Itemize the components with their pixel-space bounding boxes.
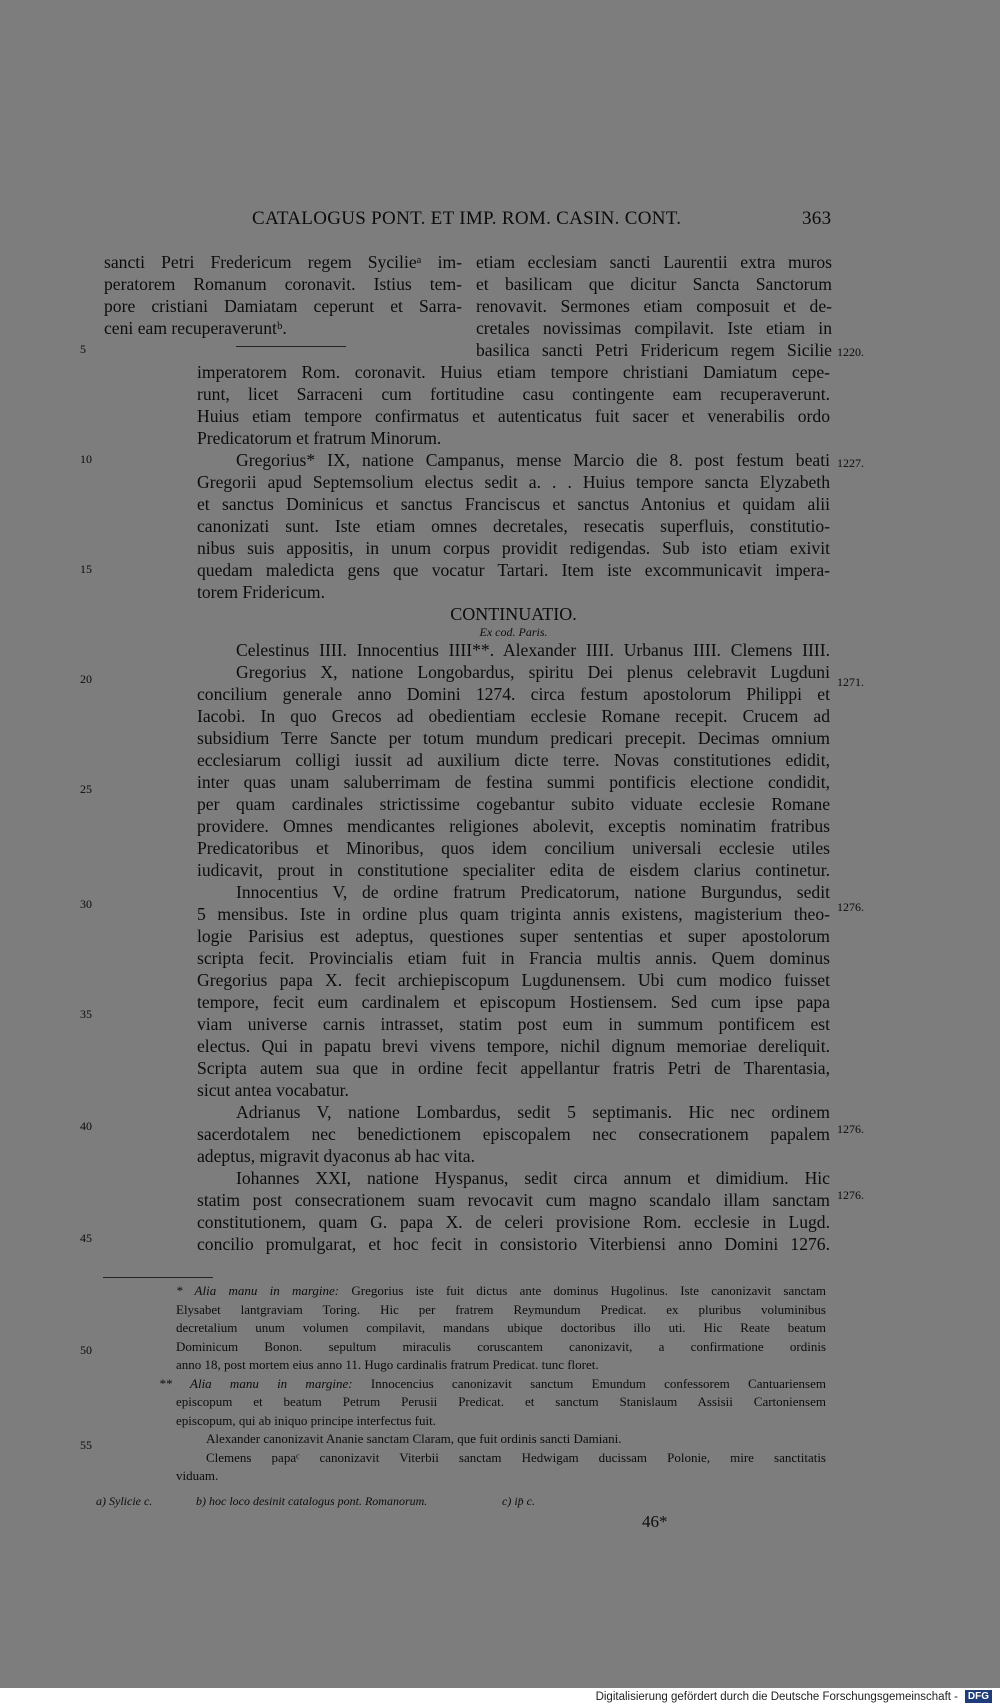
text-line: constitutionem, quam G. papa X. de celeri provisione Rom. ecclesie in Lugd. — [197, 1212, 830, 1232]
column-divider-rule — [236, 346, 346, 347]
text-line: sancti Petri Fredericum regem Sycilieᵃ im- — [104, 252, 462, 272]
line-number: 35 — [80, 1007, 92, 1021]
text-line: logie Parisius est adeptus, questiones super sententias et super apostolorum — [197, 926, 830, 946]
text-line: Gregorius* IX, natione Campanus, mense Marcio die 8. post festum beati — [236, 450, 830, 470]
text-line: quedam maledicta gens que vocatur Tartari. Item iste excommunicavit impera- — [197, 560, 830, 580]
margin-year: 1220. — [837, 345, 864, 359]
footnote-text: episcopum, qui ab iniquo principe interfectus fuit. — [176, 1412, 436, 1428]
text-line: basilica sancti Petri Fridericum regem Sicilie — [476, 340, 832, 360]
text-line: et basilicam que dicitur Sancta Sanctorum — [476, 274, 832, 294]
text-line: inter quas unam saluberrimam de festina summi pontificis electione condidit, — [197, 772, 830, 792]
text-line: Predicatorum et fratrum Minorum. — [197, 428, 442, 448]
text-line: imperatorem Rom. coronavit. Huius etiam tempore christiani Damiatum cepe- — [197, 362, 830, 382]
text-line: scripta fecit. Provincialis etiam fuit in Francia multis annis. Quem dominus — [197, 948, 830, 968]
text-line: canonizati sunt. Iste etiam omnes decretales, resecatis superfluis, constitutio- — [197, 516, 830, 536]
text-line: subsidium Terre Sancte per totum mundum predicari precepit. Decimas omnium — [197, 728, 830, 748]
text-line: Gregorii apud Septemsolium electus sedit a. . . Huius tempore sancta Elyzabeth — [197, 472, 830, 492]
text-line: tempore, fecit eum cardinalem et episcopum Hostiensem. Sed cum ipse papa — [197, 992, 830, 1012]
line-number: 40 — [80, 1119, 92, 1133]
text-line: statim post consecrationem suam revocavit cum magno scandalo illam sanctam — [197, 1190, 830, 1210]
line-number: 10 — [80, 452, 92, 466]
dfg-logo: DFG — [965, 1690, 992, 1703]
line-number: 45 — [80, 1231, 92, 1245]
text-line: providere. Omnes mendicantes religiones abolevit, exceptis nominatim fratribus — [197, 816, 830, 836]
main-text — [197, 361, 830, 1255]
top-right-column — [476, 251, 832, 361]
text-line: etiam ecclesiam sancti Laurentii extra muros — [476, 252, 832, 272]
text-line: 5 mensibus. Iste in ordine plus quam triginta annis existens, magisterium theo- — [197, 904, 830, 924]
text-line: electus. Qui in papatu brevi vivens tempore, nichil dignum memoriae dereliquit. — [197, 1036, 830, 1056]
text-line: concilio promulgarat, et hoc fecit in consistorio Viterbiensi anno Domini 1276. — [197, 1234, 830, 1254]
text-line: Gregorius papa X. fecit archiepiscopum Lugdunensem. Ubi cum modico fuisset — [197, 970, 830, 990]
footnote-text: Alexander canonizavit Ananie sanctam Claram, que fuit ordinis sancti Damiani. — [206, 1431, 622, 1446]
page-number: 363 — [802, 208, 832, 229]
footnote-text: Clemens papaᶜ canonizavit Viterbii sanctam Hedwigam ducissam Polonie, mire sanctitatis — [206, 1449, 826, 1465]
margin-year: 1227. — [837, 456, 864, 470]
line-number: 55 — [80, 1438, 92, 1452]
footnote-rule — [103, 1277, 213, 1278]
section-heading: CONTINUATIO. — [450, 604, 577, 624]
text-line: iudicavit, prout in constitutione specialiter edita de eisdem clarius continetur. — [197, 860, 830, 880]
text-line: Predicatoribus et Minoribus, quos idem concilium universali ecclesie utiles — [197, 838, 830, 858]
top-left-column — [104, 251, 462, 339]
footnote-text: Innocencius canonizavit sanctum Emundum confessorem Cantuariensem — [370, 1375, 826, 1391]
text-line: cretales novissimas compilavit. Iste etiam in — [476, 318, 832, 338]
footnote-label: ** Alia manu in margine: — [159, 1375, 353, 1391]
line-number: 20 — [80, 672, 92, 686]
text-line: viam universe carnis intrasset, statim post eum in summum pontificem est — [197, 1014, 830, 1034]
apparatus-note: c) ip̄ c. — [502, 1494, 535, 1508]
text-line: ceni eam recuperaveruntᵇ. — [104, 318, 287, 338]
text-line: et sanctus Dominicus et sanctus Franciscus et sanctus Antonius et quidam alii — [197, 494, 830, 514]
text-line: per quam cardinales strictissime cogebantur subito viduate ecclesie Romane — [197, 794, 830, 814]
text-line: Adrianus V, natione Lombardus, sedit 5 septimanis. Hic nec ordinem — [236, 1102, 830, 1122]
text-line: adeptus, migravit dyaconus ab hac vita. — [197, 1146, 475, 1166]
text-line: nibus suis appositis, in unum corpus providit redigendas. Sub isto etiam exivit — [197, 538, 830, 558]
text-line: Celestinus IIII. Innocentius IIII**. Alexander IIII. Urbanus IIII. Clemens IIII. — [236, 640, 830, 660]
apparatus-note: b) hoc loco desinit catalogus pont. Romanorum. — [196, 1494, 428, 1508]
text-line: renovavit. Sermones etiam composuit et de- — [476, 296, 832, 316]
line-number: 30 — [80, 897, 92, 911]
footnote-text: Elysabet lantgraviam Toring. Hic per fratrem Reymundum Predicat. ex pluribus voluminibus — [176, 1301, 826, 1317]
text-line: Huius etiam tempore confirmatus et autenticatus fuit sacer et venerabilis ordo — [197, 406, 830, 426]
text-line: Iohannes XXI, natione Hyspanus, sedit circa annum et dimidium. Hic — [236, 1168, 830, 1188]
running-head: CATALOGUS PONT. ET IMP. ROM. CASIN. CONT. — [252, 208, 682, 229]
footnote-text: episcopum et beatum Petrum Perusii Predicat. et sanctum Stanislaum Assisii Cartoniensem — [176, 1394, 826, 1409]
margin-year: 1276. — [837, 1188, 864, 1202]
text-line: pore cristiani Damiatam ceperunt et Sarra- — [104, 296, 462, 316]
line-number: 50 — [80, 1343, 92, 1357]
text-line: ecclesiarum colligi iussit ad auxilium dicte terre. Novas constitutiones edidit, — [197, 750, 830, 770]
line-number: 15 — [80, 562, 92, 576]
margin-year: 1276. — [837, 900, 864, 914]
footnote-text: Dominicum Bonon. sepultum miraculis coruscantem canonizavit, a confirmatione ordinis — [176, 1338, 826, 1354]
apparatus-note: a) Sylicie c. — [96, 1494, 153, 1508]
text-line: Scripta autem sua que in ordine fecit appellantur fratris Petri de Tharentasia, — [197, 1058, 830, 1078]
footnotes — [159, 1282, 826, 1486]
footnote-text: anno 18, post mortem eius anno 11. Hugo cardinalis fratrum Predicat. tunc floret. — [176, 1357, 599, 1372]
text-line: peratorem Romanum coronavit. Istius tem- — [104, 274, 462, 294]
funding-notice: Digitalisierung gefördert durch die Deutsche Forschungsgemeinschaft - — [595, 1691, 958, 1703]
line-number: 5 — [80, 342, 86, 356]
margin-year: 1276. — [837, 1122, 864, 1136]
text-line: torem Fridericum. — [197, 582, 326, 602]
line-number: 25 — [80, 782, 92, 796]
text-line: Innocentius V, de ordine fratrum Predicatorum, natione Burgundus, sedit — [236, 882, 830, 902]
margin-year: 1271. — [837, 675, 864, 689]
text-line: Gregorius X, natione Longobardus, spiritu Dei plenus celebravit Lugduni — [236, 662, 830, 682]
footnote-text: viduam. — [176, 1468, 219, 1483]
signature-mark: 46* — [642, 1512, 668, 1531]
text-line: runt, licet Sarraceni cum fortitudine casu contingente eam recuperaverunt. — [197, 384, 830, 404]
text-line: sacerdotalem nec benedictionem episcopalem nec consecrationem papalem — [197, 1124, 830, 1144]
text-line: Iacobi. In quo Grecos ad obedientiam ecclesie Romane recepit. Crucem ad — [197, 706, 830, 726]
text-line: concilium generale anno Domini 1274. circa festum apostolorum Philippi et — [197, 684, 830, 704]
footnote-label: * Alia manu in margine: — [176, 1283, 340, 1298]
section-source: Ex cod. Paris. — [479, 625, 548, 639]
text-line: sicut antea vocabatur. — [197, 1080, 349, 1100]
footnote-text: decretalium unum volumen compilavit, mandans ubique doctoribus illo uti. Hic Reate beatum — [176, 1320, 826, 1335]
footnote-text: Gregorius iste fuit dictus ante dominus Hugolinus. Iste canonizavit sanctam — [351, 1283, 826, 1298]
